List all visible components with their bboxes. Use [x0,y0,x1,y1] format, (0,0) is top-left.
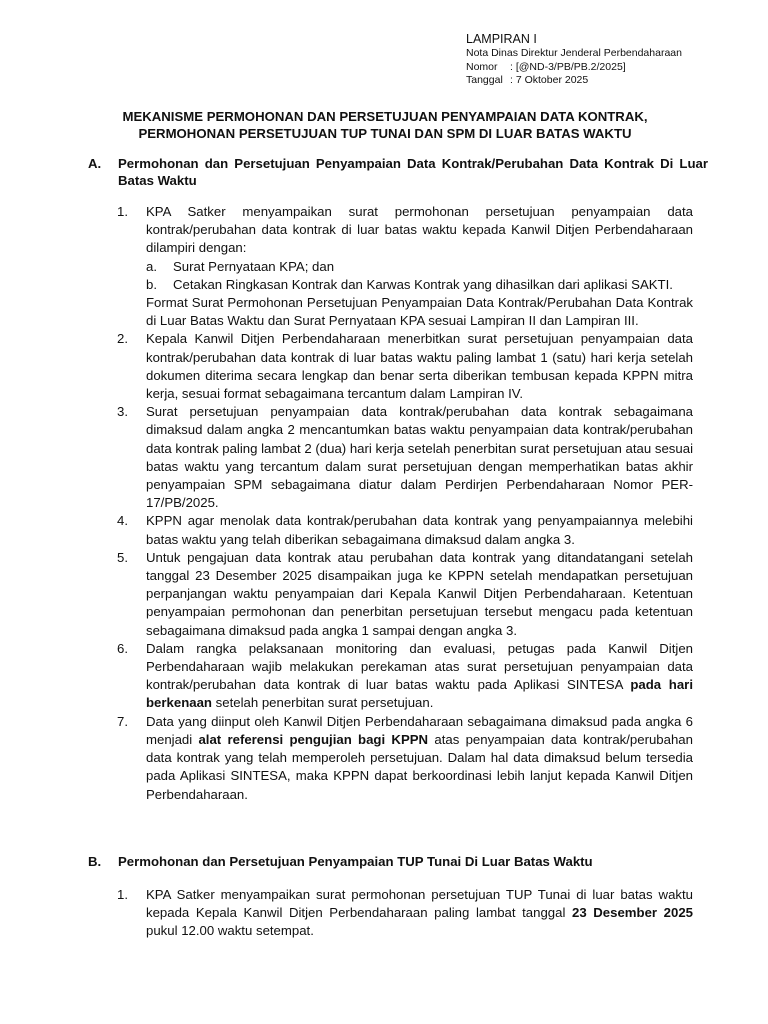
section-b-list [117,886,693,941]
document-title [60,108,710,142]
date-value: : 7 Oktober 2025 [510,74,589,86]
section-a-letter: A. [88,156,102,171]
date-row [466,74,682,88]
title-line-2: PERMOHONAN PERSETUJUAN TUP TUNAI DAN SPM DI LUAR BATAS WAKTU [138,126,632,141]
section-a-list [117,203,693,804]
item-text: Dalam rangka pelaksanaan monitoring dan evaluasi, petugas pada Kanwil Ditjen Perbendaharaan wajib melakukan perekaman atas surat persetujuan penyampaian data kontrak/perubahan data kontrak di luar batas waktu pada Aplikasi SINTESA pada hari berkenaan setelah penerbitan surat persetujuan. [146,640,693,711]
date-label: Tanggal [466,74,503,86]
number-value: : [@ND-3/PB/PB.2/2025] [510,60,626,73]
memo-reference: Nota Dinas Direktur Jenderal Perbendaharaan [466,47,682,59]
section-a-heading [88,155,708,189]
list-item: 4. KPPN agar menolak data kontrak/perubahan data kontrak yang penyampaiannya melebihi batas waktu yang telah diberikan sebagaimana dimaksud dalam angka 3. [117,512,693,548]
sub-item: b. Cetakan Ringkasan Kontrak dan Karwas Kontrak yang dihasilkan dari aplikasi SAKTI. [146,276,673,292]
attachment-header [466,32,682,88]
list-item: 1. KPA Satker menyampaikan surat permohonan persetujuan TUP Tunai di luar batas waktu kepada Kepala Kanwil Ditjen Perbendaharaan paling lambat tanggal 23 Desember 2025 pukul 12.00 waktu setempat. [117,886,693,941]
emphasis: pada hari berkenaan [146,677,693,711]
item-text: Surat persetujuan penyampaian data kontrak/perubahan data kontrak sebagaimana dimaksud dalam angka 2 mencantumkan batas waktu penyampaian data kontrak/perubahan data kontrak paling lambat 2 (dua) hari kerja setelah penerbitan surat persetujuan atau sesuai batas waktu yang tercantum dalam surat persetujuan dengan memperhatikan batas akhir penyampaian SPM sebagaimana diatur dalam Perdirjen Perbendaharaan Nomor PER-17/PB/2025. [146,404,693,511]
section-b-heading [88,853,708,870]
list-item: 2. Kepala Kanwil Ditjen Perbendaharaan menerbitkan surat persetujuan penyampaian data kontrak/perubahan data kontrak di luar batas waktu paling lambat 1 (satu) hari kerja setelah dokumen diterima secara lengkap dan benar serta diberikan tembusan kepada KPPN mitra kerja, sesuai format sebagaimana tercantum dalam Lampiran IV. [117,330,693,403]
list-item: 7. Data yang diinput oleh Kanwil Ditjen Perbendaharaan sebagaimana dimaksud pada angka 6 menjadi alat referensi pengujian bagi KPPN atas penyampaian data kontrak/perubahan data kontrak yang telah memperoleh persetujuan. Dalam hal data dimaksud belum tersedia pada Aplikasi SINTESA, maka KPPN dapat berkoordinasi lebih lanjut kepada Kanwil Ditjen Perbendaharaan. [117,713,693,804]
emphasis: alat referensi pengujian bagi KPPN [198,731,429,747]
list-item: 6. Dalam rangka pelaksanaan monitoring dan evaluasi, petugas pada Kanwil Ditjen Perbendaharaan wajib melakukan perekaman atas surat persetujuan penyampaian data kontrak/perubahan data kontrak di luar batas waktu pada Aplikasi SINTESA pada hari berkenaan setelah penerbitan surat persetujuan. [117,640,693,713]
list-item: 3. Surat persetujuan penyampaian data kontrak/perubahan data kontrak sebagaimana dimaksud dalam angka 2 mencantumkan batas waktu penyampaian data kontrak/perubahan data kontrak paling lambat 2 (dua) hari kerja setelah penerbitan surat persetujuan atau sesuai batas waktu yang tercantum dalam surat persetujuan dengan memperhatikan batas akhir penyampaian SPM sebagaimana diatur dalam Perdirjen Perbendaharaan Nomor PER-17/PB/2025. [117,403,693,512]
section-b-letter: B. [88,854,102,869]
sub-item: a. Surat Pernyataan KPA; dan [146,258,335,274]
number-row [466,61,682,75]
item-text: Kepala Kanwil Ditjen Perbendaharaan menerbitkan surat persetujuan penyampaian data kontrak/perubahan data kontrak di luar batas waktu paling lambat 1 (satu) hari kerja setelah dokumen diterima secara lengkap dan benar serta diberikan tembusan kepada KPPN mitra kerja, sesuai format sebagaimana tercantum dalam Lampiran IV. [146,331,693,402]
item-text: Untuk pengajuan data kontrak atau perubahan data kontrak yang ditandatangani setelah tanggal 23 Desember 2025 disampaikan juga ke KPPN setelah mendapatkan persetujuan perpanjangan waktu penyampaian dari Kepala Kanwil Ditjen Perbendaharaan. Ketentuan penyampaian permohonan dan penerbitan persetujuan tersebut mengacu pada ketentuan sebagaimana dimaksud pada angka 1 sampai dengan angka 3. [146,549,693,638]
format-note: Format Surat Permohonan Persetujuan Penyampaian Data Kontrak/Perubahan Data Kontrak di Luar Batas Waktu dan Surat Pernyataan KPA sesuai Lampiran II dan Lampiran III. [146,295,693,329]
item-text: KPPN agar menolak data kontrak/perubahan data kontrak yang penyampaiannya melebihi batas waktu yang telah diberikan sebagaimana dimaksud dalam angka 3. [146,513,693,547]
emphasis: 23 Desember 2025 [572,905,693,921]
item-text: KPA Satker menyampaikan surat permohonan persetujuan TUP Tunai di luar batas waktu kepada Kepala Kanwil Ditjen Perbendaharaan paling lambat tanggal 23 Desember 2025 pukul 12.00 waktu setempat. [146,887,693,939]
list-item: 1. KPA Satker menyampaikan surat permohonan persetujuan penyampaian data kontrak/perubahan data kontrak di luar batas waktu kepada Kanwil Ditjen Perbendaharaan dilampiri dengan: a. Surat Pernyataan KPA; dan b. Cetakan Ringkasan Kontrak dan Karwas Kontrak yang dihasilkan dari aplikasi SAKTI. Format Surat Permohonan Persetujuan Penyampaian Data Kontrak/Perubahan Data Kontrak di Luar Batas Waktu dan Surat Pernyataan KPA sesuai Lampiran II dan Lampiran III. [117,203,693,330]
number-label: Nomor [466,60,498,73]
item-text: KPA Satker menyampaikan surat permohonan persetujuan penyampaian data kontrak/perubahan data kontrak di luar batas waktu kepada Kanwil Ditjen Perbendaharaan dilampiri dengan: [146,204,693,256]
section-a-title: Permohonan dan Persetujuan Penyampaian Data Kontrak/Perubahan Data Kontrak Di Luar Batas Waktu [118,156,708,188]
item-text: Data yang diinput oleh Kanwil Ditjen Perbendaharaan sebagaimana dimaksud pada angka 6 menjadi alat referensi pengujian bagi KPPN atas penyampaian data kontrak/perubahan data kontrak yang telah memperoleh persetujuan. Dalam hal data dimaksud belum tersedia pada Aplikasi SINTESA, maka KPPN dapat berkoordinasi lebih lanjut kepada Kanwil Ditjen Perbendaharaan. [146,713,693,802]
list-item: 5. Untuk pengajuan data kontrak atau perubahan data kontrak yang ditandatangani setelah tanggal 23 Desember 2025 disampaikan juga ke KPPN setelah mendapatkan persetujuan perpanjangan waktu penyampaian dari Kepala Kanwil Ditjen Perbendaharaan. Ketentuan penyampaian permohonan dan penerbitan persetujuan tersebut mengacu pada ketentuan sebagaimana dimaksud pada angka 1 sampai dengan angka 3. [117,549,693,640]
title-line-1: MEKANISME PERMOHONAN DAN PERSETUJUAN PENYAMPAIAN DATA KONTRAK, [122,109,648,124]
attachment-label: LAMPIRAN I [466,32,537,46]
section-b-title: Permohonan dan Persetujuan Penyampaian TUP Tunai Di Luar Batas Waktu [118,854,593,869]
